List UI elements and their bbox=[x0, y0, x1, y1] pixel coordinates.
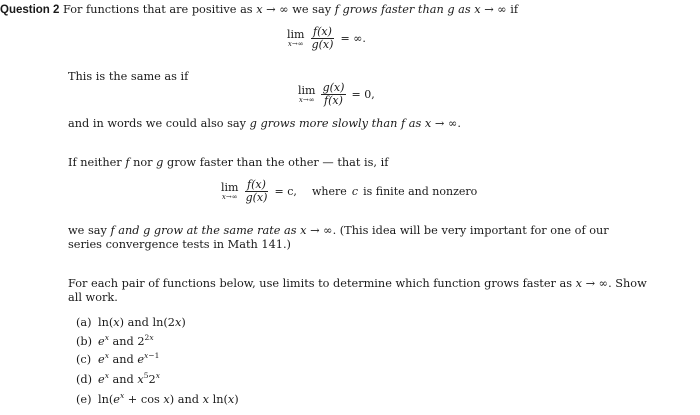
equation-slower: lim x→∞ $\frac{g(x)}{f(x)}$ = 0, bbox=[298, 81, 375, 107]
question-intro: Question 2 For functions that are positive as x → ∞ we say f grows faster than g as x → ∞ if bbox=[0, 3, 519, 16]
fraction: $\frac{g(x)}{f(x)}$ bbox=[322, 81, 345, 107]
same-rate-line-1: we say f and g grow at the same rate as x → ∞. (This idea will be very important for one of our bbox=[68, 224, 609, 237]
words-line: and in words we could also say g grows more slowly than f as x → ∞. bbox=[68, 117, 461, 130]
instructions-line-1: For each pair of functions below, use limits to determine which function grows faster as x → ∞. Show bbox=[68, 277, 647, 290]
same-rate-line-2: series convergence tests in Math 141.) bbox=[68, 238, 291, 251]
item-text: $\ln(e^x + \cos x)$ and x ln(x) bbox=[98, 391, 239, 406]
limit-operator: lim x→∞ bbox=[287, 27, 305, 48]
item-text: ln(x) and ln(2x) bbox=[98, 316, 186, 329]
instructions-line-2: all work. bbox=[68, 291, 118, 304]
fraction: $\frac{f(x)}{g(x)}$ bbox=[311, 25, 334, 51]
item-label: (e) bbox=[76, 393, 92, 406]
item-label: (c) bbox=[76, 353, 92, 366]
limit-operator: lim x→∞ bbox=[221, 180, 239, 201]
equation-faster: lim x→∞ $\frac{f(x)}{g(x)}$ = ∞. bbox=[287, 25, 366, 51]
function-pair-item bbox=[76, 316, 186, 329]
item-text: $e^x$ and $2^{2x}$ bbox=[98, 333, 154, 348]
item-label: (b) bbox=[76, 335, 93, 348]
same-as-text: This is the same as if bbox=[68, 70, 189, 83]
function-pair-item bbox=[76, 335, 154, 348]
item-label: (a) bbox=[76, 316, 92, 329]
function-pair-item bbox=[76, 393, 239, 406]
item-label: (d) bbox=[76, 373, 93, 386]
limit-operator: lim x→∞ bbox=[298, 83, 316, 104]
neither-line: If neither f nor g grow faster than the other — that is, if bbox=[68, 156, 389, 169]
function-pair-item bbox=[76, 353, 159, 366]
equation-same-rate: lim x→∞ $\frac{f(x)}{g(x)}$ = c, where c is finite and nonzero bbox=[221, 178, 478, 204]
question-label: Question 2 bbox=[0, 4, 60, 16]
item-text: $e^x$ and $x^52^x$ bbox=[98, 371, 160, 386]
function-pair-item bbox=[76, 373, 160, 386]
fraction: $\frac{f(x)}{g(x)}$ bbox=[245, 178, 268, 204]
item-text: $e^x$ and $e^{x-1}$ bbox=[98, 351, 160, 366]
